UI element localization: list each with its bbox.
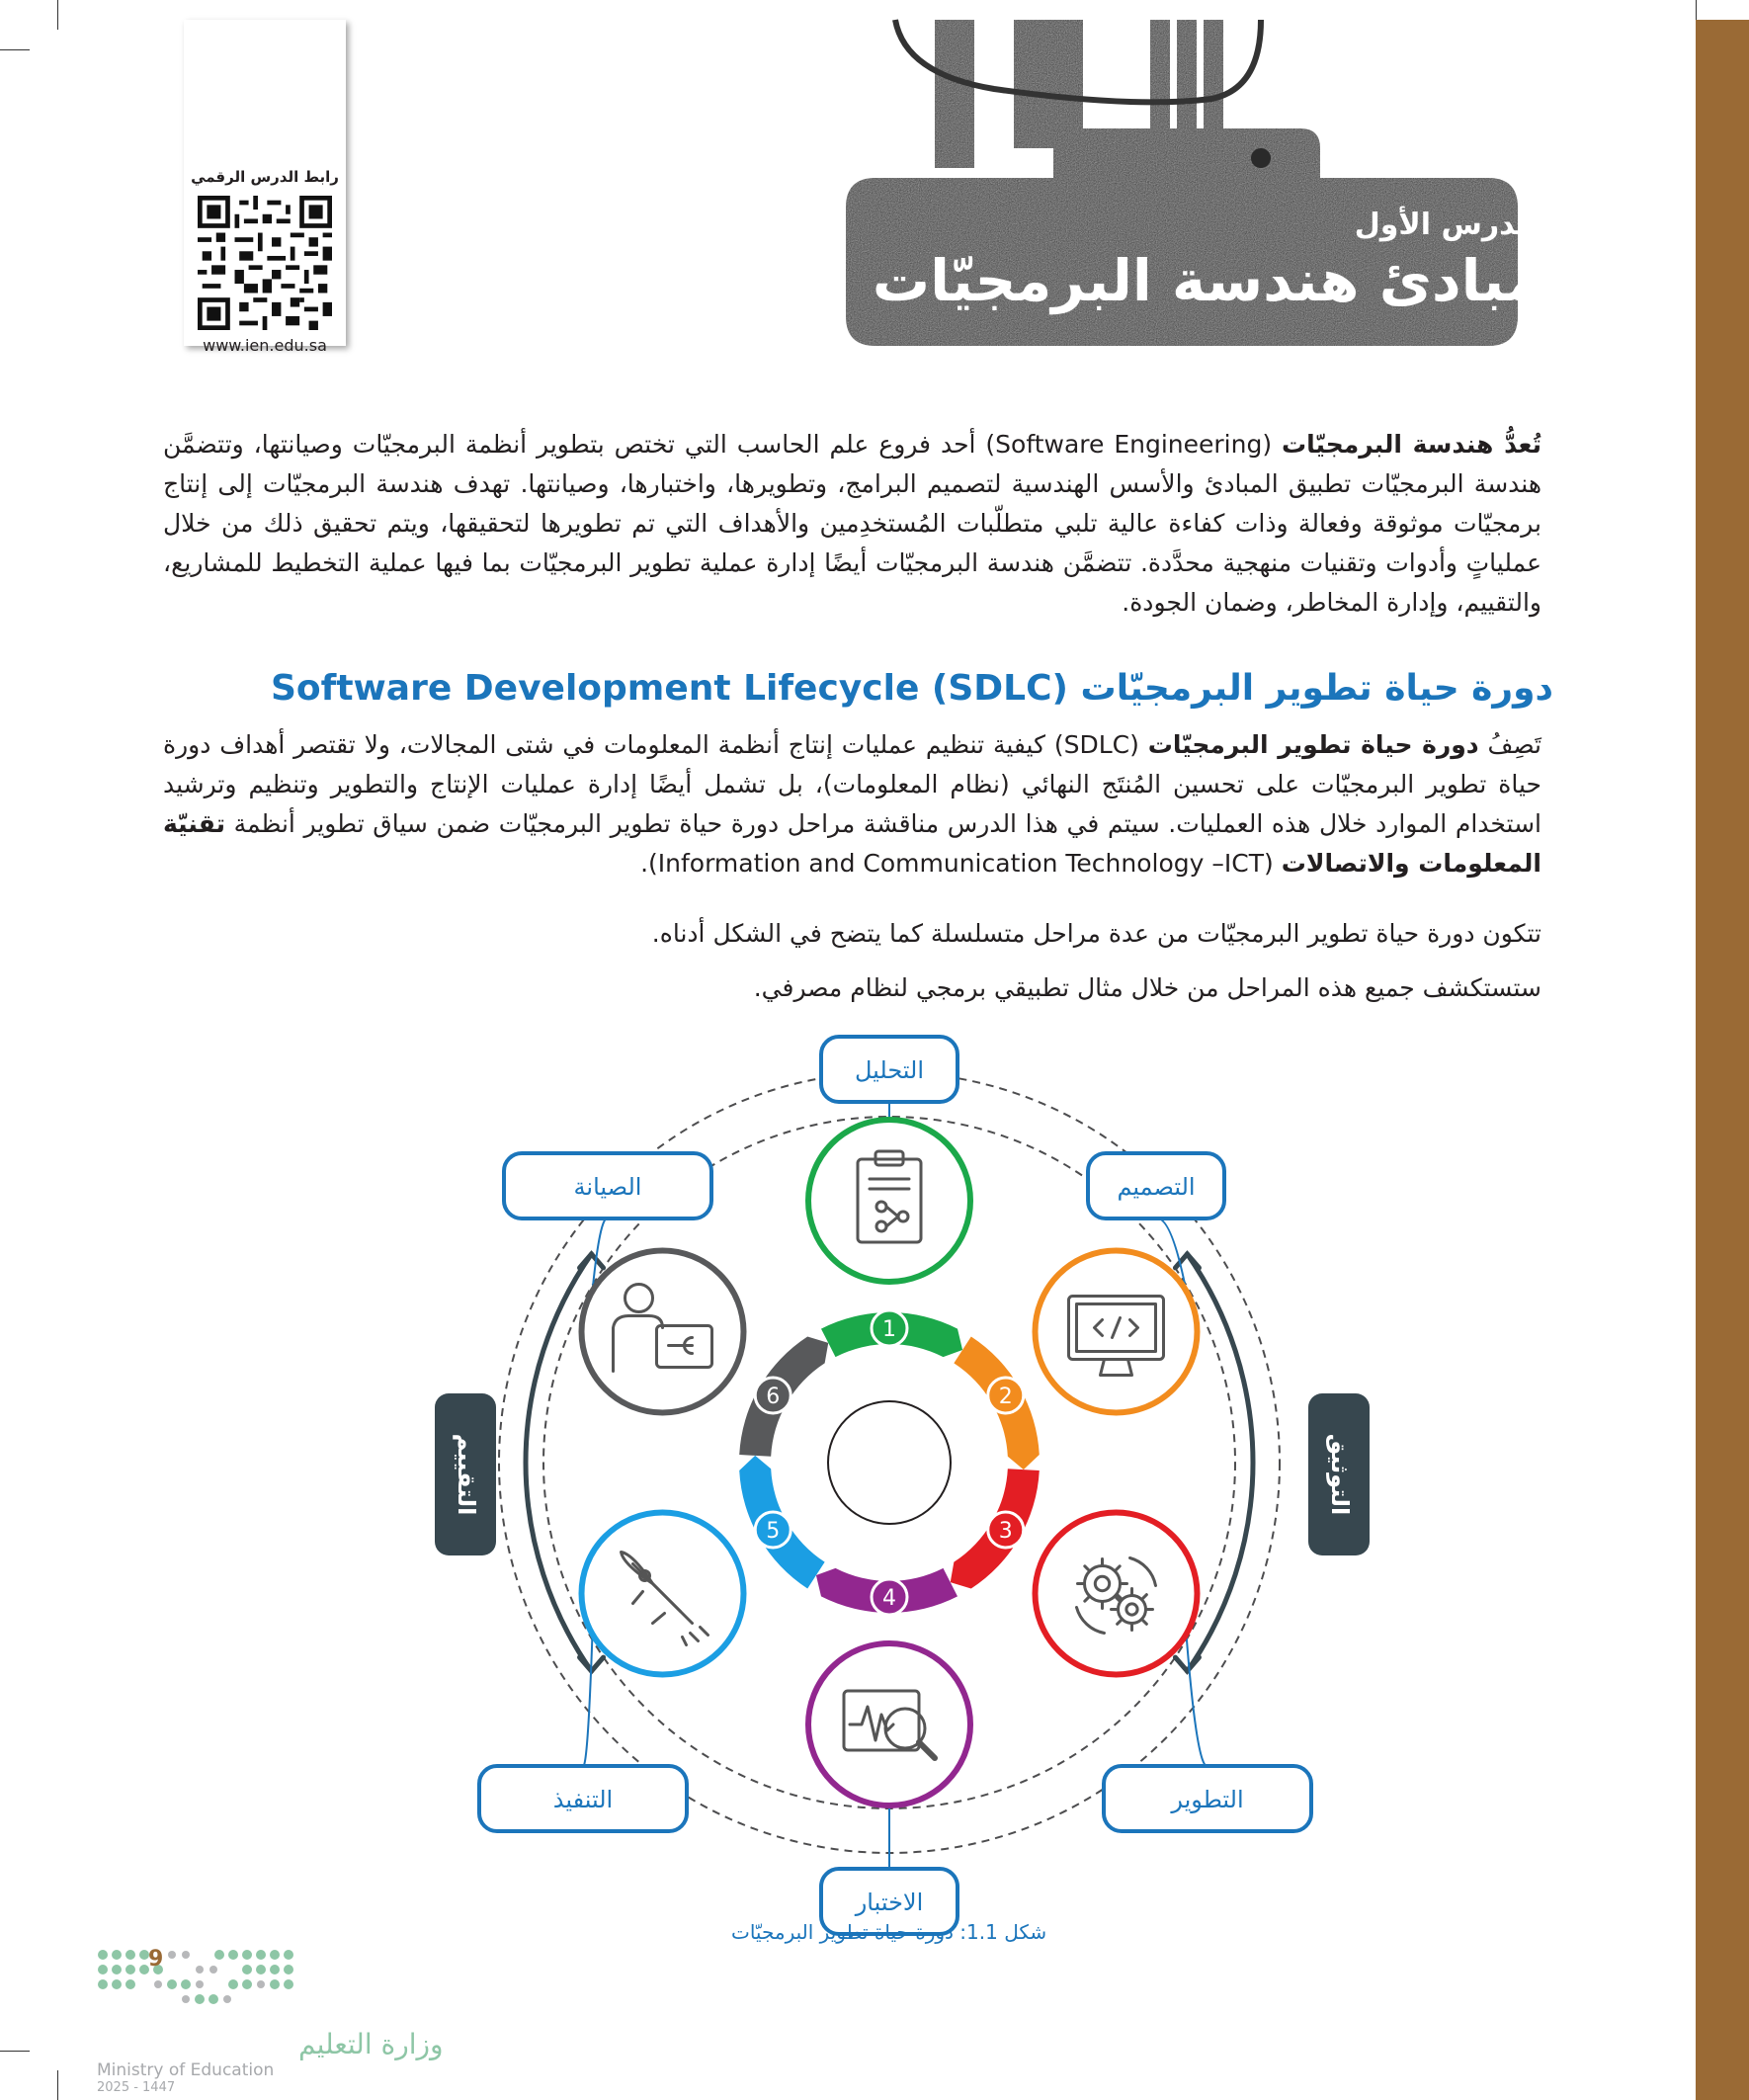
sdlc-diagram: [375, 1028, 1403, 1947]
evaluation-label-group: [435, 1393, 496, 1555]
sdlc-paragraph: [163, 725, 1541, 883]
digital-link-url[interactable]: www.ien.edu.sa: [203, 336, 327, 355]
ministry-logo: [91, 1945, 444, 2095]
sdlc-desc-prefix: تَصِفُ: [1487, 730, 1541, 759]
ministry-name-ar: وزارة التعليم: [298, 2028, 444, 2060]
phase-4: [808, 1643, 970, 1934]
edition-year: 2025 - 1447: [97, 2080, 176, 2095]
digital-lesson-card[interactable]: [184, 20, 346, 355]
intro-text: (Software Engineering) أحد فروع علم الحاسب التي تختص بتطوير أنظمة البرمجيّات وصيانتها، وتتضمَّن هندسة البرمجيّات تطبيق المبادئ والأسس الهندسية لتصميم البرامج، وتطويرها، واختبارها، وصيانتها. تهدف هندسة البرمجيّات إلى إنتاج برمجيّات موثوقة وفعالة وذات كفاءة عالية تلبي متطلّبات المُستخدِمين والأهداف التي تم تطويرها لتحقيقها، ويتم تحقيق ذلك من خلال عملياتٍ وأدوات وتقنيات منهجية محدَّدة. تتضمَّن هندسة البرمجيّات أيضًا إدارة عملية تطوير البرمجيّات بما فيها عملية التخطيط للمشاريع، والتقييم، وإدارة المخاطر، وضمان الجودة.: [163, 430, 1541, 617]
phase-3: [1035, 1513, 1311, 1832]
figure-caption: شكل 1.1: دورة حياة تطوير البرمجيّات: [731, 1920, 1047, 1944]
documentation-label-group: [1308, 1393, 1370, 1555]
step-number-5: 5: [766, 1519, 781, 1544]
phase-label-4: الاختبار: [855, 1889, 924, 1916]
page-number: 9: [148, 1947, 164, 1972]
phase-circle-6: [582, 1251, 744, 1413]
ict-desc-end: (Information and Communication Technology –ICT).: [640, 849, 1274, 878]
step-number-4: 4: [882, 1586, 896, 1611]
crop-mark: [57, 0, 58, 30]
sdlc-term: دورة حياة تطوير البرمجيّات: [1147, 730, 1479, 759]
documentation-arrowhead-bottom: [1175, 1657, 1199, 1671]
section-heading: دورة حياة تطوير البرمجيّات (Software Development Lifecycle (SDLC: [271, 668, 1553, 709]
lesson-number: الدرس الأول: [1354, 208, 1538, 242]
phase-6: [504, 1153, 744, 1413]
phases-intro-line: تتكون دورة حياة تطوير البرمجيّات من عدة مراحل متسلسلة كما يتضح في الشكل أدناه.: [651, 919, 1541, 948]
phase-label-5: التنفيذ: [552, 1786, 614, 1813]
intro-term: تُعدُّ هندسة البرمجيّات: [1282, 430, 1542, 459]
phase-1: [808, 1037, 970, 1282]
center-circle: [828, 1401, 951, 1524]
qr-code-icon[interactable]: [198, 196, 332, 330]
phase-circle-1: [808, 1120, 970, 1282]
evaluation-label: التقييم: [453, 1433, 480, 1516]
documentation-label: التوثيق: [1326, 1433, 1354, 1516]
crop-mark: [0, 2051, 30, 2052]
phase-label-6: الصيانة: [573, 1173, 642, 1201]
step-number-6: 6: [766, 1385, 781, 1409]
crop-mark: [57, 2070, 58, 2100]
crop-mark: [0, 49, 30, 50]
sdlc-desc: (SDLC) كيفية تنظيم عمليات إنتاج أنظمة المعلومات في شتى المجالات، ولا تقتصر أهداف دورة حياة تطوير البرمجيّات على تحسين المُنتَج النهائي (نظام المعلومات)، بل تشمل أيضًا إدارة عمليات الإنتاج والتطوير وتنظيم وترشيد استخدام الموارد خلال هذه العمليات. سيتم في هذا الدرس مناقشة مراحل دورة حياة تطوير البرمجيّات ضمن سياق تطوير أنظمة: [163, 730, 1541, 838]
evaluation-arrowhead-top: [580, 1254, 604, 1268]
phase-label-3: التطوير: [1171, 1786, 1244, 1813]
example-intro-line: ستستكشف جميع هذه المراحل من خلال مثال تطبيقي برمجي لنظام مصرفي.: [753, 973, 1541, 1002]
phase-5: [479, 1513, 744, 1832]
ict-term: تقنيّة المعلومات والاتصالات: [163, 809, 1541, 878]
phase-circle-4: [808, 1643, 970, 1806]
page-edge-strip: [1696, 20, 1749, 2100]
phase-label-1: التحليل: [854, 1056, 925, 1084]
phase-connector-5: [583, 1635, 592, 1767]
intro-paragraph: [163, 425, 1541, 623]
step-number-3: 3: [998, 1519, 1013, 1544]
phase-2: [1035, 1153, 1224, 1413]
step-number-2: 2: [998, 1385, 1013, 1409]
digital-link-label: رابط الدرس الرقمي: [191, 168, 339, 186]
step-number-1: 1: [882, 1317, 896, 1342]
phase-label-2: التصميم: [1117, 1173, 1196, 1201]
ministry-name-en: Ministry of Education: [97, 2060, 275, 2080]
lesson-title: مبادئ هندسة البرمجيّات: [872, 247, 1541, 314]
